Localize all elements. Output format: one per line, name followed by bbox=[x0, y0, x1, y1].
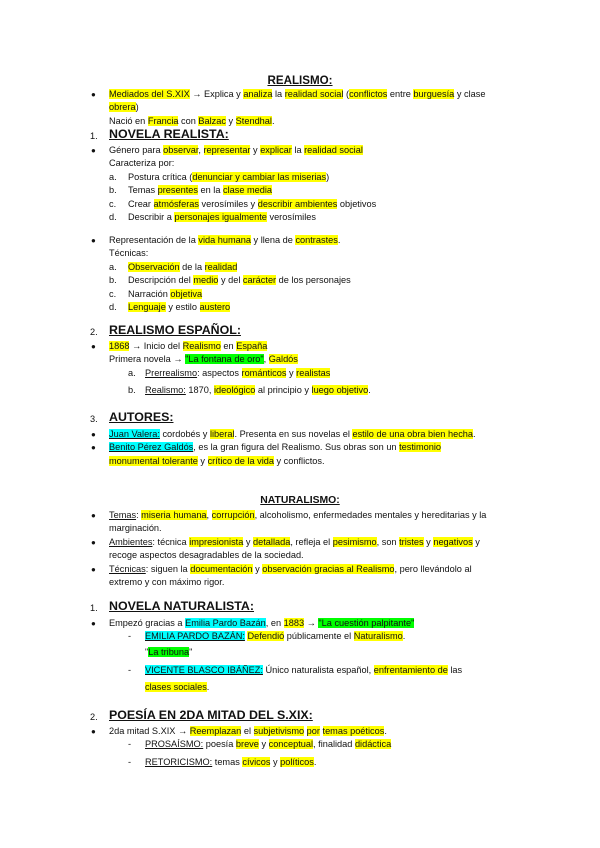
section-number: 1. bbox=[90, 131, 98, 141]
ambientes-line-cont: recoge aspectos desagradables de la sociedad. bbox=[109, 550, 304, 560]
list-label: d. bbox=[109, 301, 117, 312]
tecnicas-label: Técnicas: bbox=[109, 248, 149, 258]
retoricismo-line: RETORICISMO: temas cívicos y políticos. bbox=[145, 757, 317, 767]
realismo-line: Realismo: 1870, ideológico al principio y luego objetivo. bbox=[145, 385, 371, 395]
tecnicas-nat-line-cont: extremo y con máximo rigor. bbox=[109, 577, 225, 587]
dash: - bbox=[128, 665, 132, 675]
tecnicas-nat-line: Técnicas: siguen la documentación y observación gracias al Realismo, pero llevándolo al bbox=[109, 564, 472, 574]
list-item: Narración objetiva bbox=[128, 288, 203, 299]
temas-line-cont: marginación. bbox=[109, 523, 162, 533]
section-number: 3. bbox=[90, 414, 98, 424]
blasco-line: VICENTE BLASCO IBÁÑEZ: Único naturalista español, enfrentamiento de las bbox=[145, 665, 463, 675]
valera-line: Juan Valera: cordobés y liberal. Presenta en sus novelas el estilo de una obra bien hecha. bbox=[109, 429, 476, 439]
tribuna-line: "La tribuna" bbox=[145, 647, 193, 657]
temas-line: Temas: miseria humana, corrupción, alcoholismo, enfermedades mentales y hereditarias y la bbox=[109, 510, 487, 520]
naturalismo-title: NATURALISMO: bbox=[260, 495, 340, 506]
list-item: Postura crítica (denunciar y cambiar las miserias) bbox=[128, 172, 330, 182]
bullet: ● bbox=[91, 538, 96, 547]
prerrealismo-line: Prerrealismo: aspectos románticos y realistas bbox=[145, 368, 331, 378]
list-item: Describir a personajes igualmente verosímiles bbox=[128, 211, 316, 222]
caracteriza-label: Caracteriza por: bbox=[109, 158, 175, 168]
list-item: Observación de la realidad bbox=[128, 262, 238, 272]
bullet: ● bbox=[91, 342, 96, 351]
dash: - bbox=[128, 739, 132, 749]
bullet: ● bbox=[91, 511, 96, 520]
list-label: b. bbox=[109, 185, 117, 196]
list-item: Temas presentes en la clase media bbox=[128, 185, 273, 196]
list-label: c. bbox=[109, 198, 117, 209]
list-label: b. bbox=[109, 275, 117, 286]
bullet: ● bbox=[91, 443, 96, 452]
intro-line-2: Nació en Francia con Balzac y Stendhal. bbox=[109, 116, 275, 126]
bullet: ● bbox=[91, 90, 96, 99]
sub-label: b. bbox=[128, 385, 136, 395]
espana-line-1: 1868 → Inicio del Realismo en España bbox=[109, 341, 268, 351]
bullet: ● bbox=[91, 727, 96, 736]
list-item: Descripción del medio y del carácter de los personajes bbox=[128, 275, 351, 286]
bullet: ● bbox=[91, 619, 96, 628]
intro-line-1: Mediados del S.XIX → Explica y analiza la realidad social (conflictos entre burguesía y clase bbox=[109, 89, 486, 99]
bullet: ● bbox=[91, 236, 96, 245]
dash: - bbox=[128, 757, 132, 767]
galdos-line: Benito Pérez Galdós, es la gran figura del Realismo. Sus obras son un testimonio bbox=[109, 442, 441, 452]
representacion-line: Representación de la vida humana y llena de contrastes. bbox=[109, 235, 341, 245]
emilia-line: EMILIA PARDO BAZÁN: Defendió públicamente el Naturalismo. bbox=[145, 631, 406, 641]
sub-label: a. bbox=[128, 368, 136, 378]
galdos-line-cont: monumental tolerante y crítico de la vida y conflictos. bbox=[109, 456, 325, 466]
heading-novela-realista: NOVELA REALISTA: bbox=[109, 127, 229, 141]
bullet: ● bbox=[91, 565, 96, 574]
bullet: ● bbox=[91, 146, 96, 155]
prosaismo-line: PROSAÍSMO: poesía breve y conceptual, finalidad didáctica bbox=[145, 739, 392, 749]
dash: - bbox=[128, 631, 132, 641]
bullet: ● bbox=[91, 430, 96, 439]
list-label: d. bbox=[109, 211, 117, 222]
empezo-line: Empezó gracias a Emilia Pardo Bazán, en 1883 → "La cuestión palpitante" bbox=[109, 618, 415, 628]
heading-poesia: POESÍA EN 2DA MITAD DEL S.XIX: bbox=[109, 708, 313, 722]
section-number: 2. bbox=[90, 327, 98, 337]
heading-autores: AUTORES: bbox=[109, 410, 174, 424]
list-item: Lenguaje y estilo austero bbox=[128, 301, 231, 312]
blasco-line-cont: clases sociales. bbox=[145, 682, 210, 692]
espana-line-2: Primera novela → "La fontana de oro", Galdós bbox=[109, 354, 298, 364]
realismo-title: REALISMO: bbox=[267, 74, 333, 87]
heading-realismo-espanol: REALISMO ESPAÑOL: bbox=[109, 323, 241, 337]
list-item: Crear atmósferas verosímiles y describir ambientes objetivos bbox=[128, 198, 377, 209]
poesia-line: 2da mitad S.XIX → Reemplazan el subjetivismo por temas poéticos. bbox=[109, 726, 387, 736]
genero-line: Género para observar, representar y explicar la realidad social bbox=[109, 145, 363, 155]
ambientes-line: Ambientes: técnica impresionista y detallada, refleja el pesimismo, son tristes y negativos y bbox=[109, 537, 480, 547]
list-label: a. bbox=[109, 172, 117, 182]
heading-novela-naturalista: NOVELA NATURALISTA: bbox=[109, 599, 255, 613]
section-number: 1. bbox=[90, 603, 98, 613]
list-label: c. bbox=[109, 288, 117, 299]
list-label: a. bbox=[109, 262, 117, 272]
intro-line-1-cont: obrera) bbox=[109, 102, 139, 112]
section-number: 2. bbox=[90, 712, 98, 722]
